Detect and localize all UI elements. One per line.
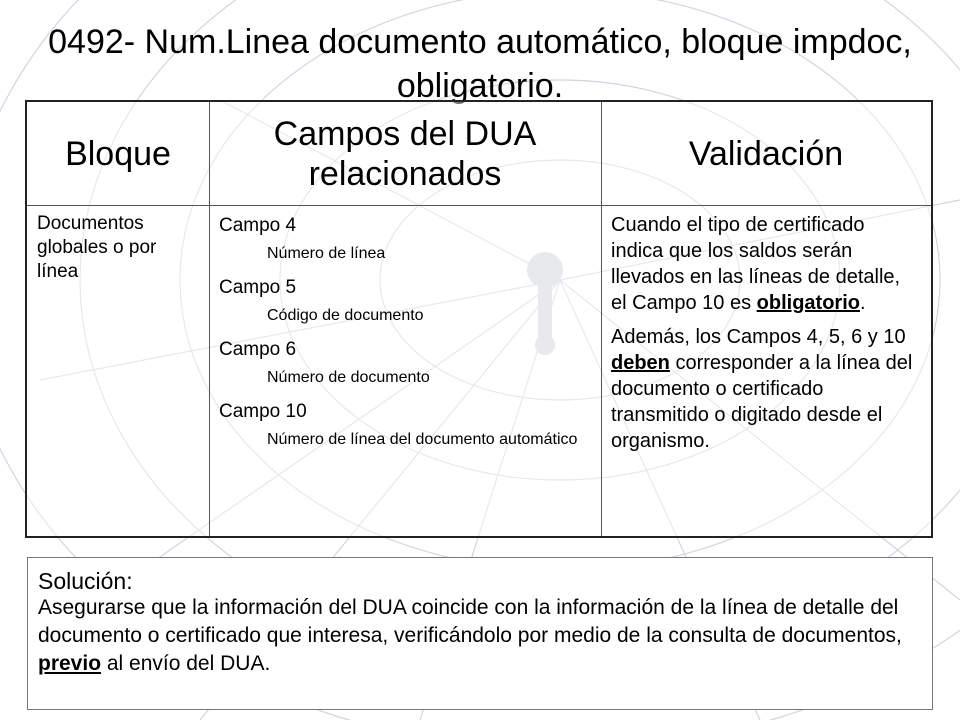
- header-bloque: Bloque: [65, 134, 171, 173]
- header-validacion: Validación: [688, 134, 844, 173]
- emphasis-obligatorio: obligatorio: [756, 292, 860, 314]
- page-title: 0492- Num.Linea documento automático, bloque impdoc, obligatorio.: [48, 23, 912, 105]
- solution-box: [27, 557, 933, 710]
- validation-paragraph-1: [611, 212, 921, 316]
- field-description: Número de línea: [267, 245, 386, 262]
- validation-table: [25, 100, 933, 538]
- field-label: Campo 10: [219, 401, 307, 422]
- fields-cell: [209, 206, 601, 468]
- field-description: Número de línea del documento automático: [267, 431, 578, 448]
- validation-paragraph-2: [611, 324, 921, 454]
- validation-text: Además, los Campos 4, 5, 6 y 10: [611, 326, 906, 348]
- solution-text: al envío del DUA.: [101, 652, 271, 675]
- solution-title: Solución:: [38, 568, 133, 594]
- field-label: Campo 4: [219, 215, 297, 236]
- field-label: Campo 5: [219, 277, 297, 298]
- validation-text: .: [859, 292, 866, 314]
- header-campos: Campos del DUA relacionados: [273, 114, 537, 193]
- emphasis-deben: deben: [611, 352, 670, 374]
- field-label: Campo 6: [219, 339, 297, 360]
- block-cell: Documentos globales o por línea: [37, 213, 157, 282]
- solution-body: [38, 594, 922, 678]
- validation-text: corresponder a la línea del documento o certificado transmitido o digitado desde el organismo.: [611, 352, 913, 452]
- solution-text: Asegurarse que la información del DUA coincide con la información de la línea de detalle del documento o certificado que interesa, verificándolo por medio de la consulta de documentos,: [38, 596, 902, 647]
- validation-cell: [601, 206, 931, 468]
- field-description: Código de documento: [267, 307, 424, 324]
- validation-text: Cuando el tipo de certificado indica que los saldos serán llevados en las líneas de detalle, el Campo 10 es: [611, 214, 901, 314]
- field-description: Número de documento: [267, 369, 430, 386]
- emphasis-previo: previo: [38, 652, 102, 675]
